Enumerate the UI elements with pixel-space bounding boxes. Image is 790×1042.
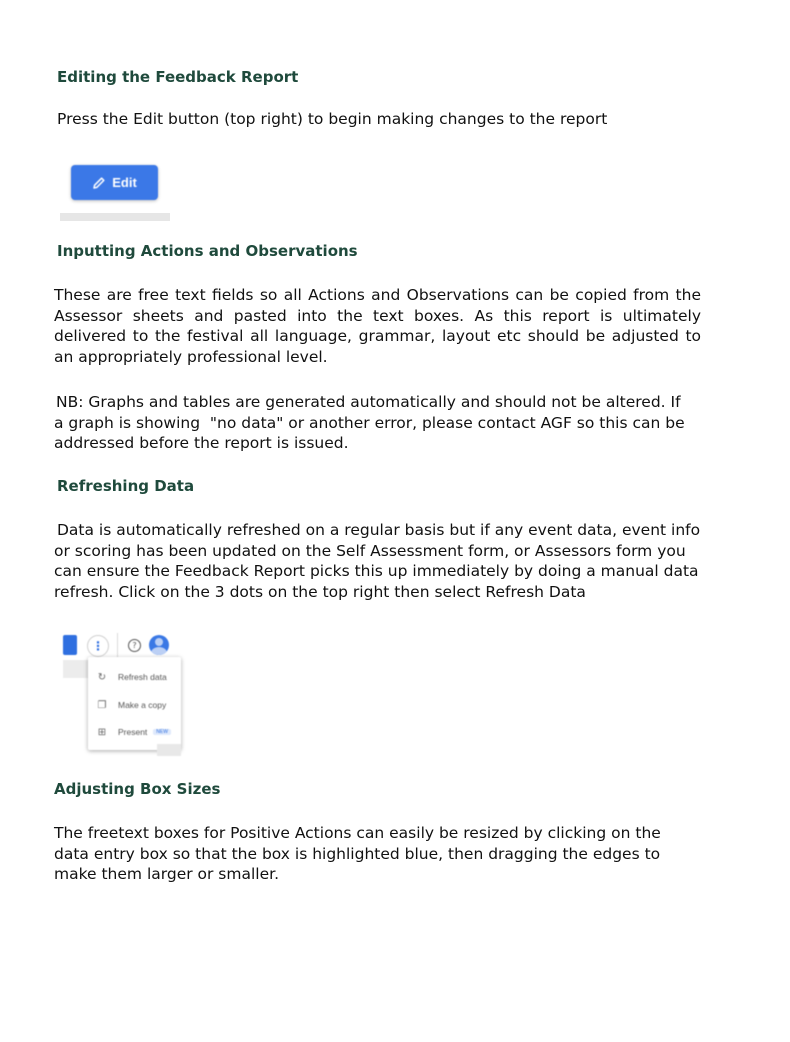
refresh-icon: ↻ [97, 671, 107, 683]
edit-button-screenshot [60, 160, 170, 222]
menu-item-present [88, 722, 181, 742]
edit-button [71, 165, 158, 200]
heading-editing: Editing the Feedback Report [57, 68, 299, 86]
more-vert-icon: ⋮ [87, 635, 109, 657]
adjusting-line: data entry box so that the box is highlighted blue, then dragging the edges to [54, 844, 661, 863]
refreshing-line: refresh. Click on the 3 dots on the top right then select Refresh Data [54, 582, 586, 601]
present-icon: ⊞ [97, 726, 107, 738]
adjusting-line: make them larger or smaller. [54, 865, 280, 883]
toolbar-strip [60, 213, 170, 221]
refreshing-line: or scoring has been updated on the Self Assessment form, or Assessors form you [54, 541, 686, 560]
menu-item-refresh-data [88, 667, 181, 687]
inputting-line: These are free text fields so all Actions and Observations can be copied from the [54, 286, 701, 304]
refreshing-line: Data is automatically refreshed on a regular basis but if any event data, event info [57, 521, 701, 539]
edit-button-label: Edit [112, 175, 137, 190]
heading-refreshing: Refreshing Data [57, 477, 195, 495]
menu-item-label: Present [118, 727, 148, 737]
screenshot-corner [157, 744, 181, 756]
inputting-line: Assessor sheets and pasted into the text boxes. As this report is ultimately [54, 306, 701, 325]
toolbar-strip [63, 660, 88, 678]
heading-adjusting: Adjusting Box Sizes [54, 780, 221, 798]
editing-instruction: Press the Edit button (top right) to begin making changes to the report [57, 110, 608, 128]
copy-icon: ❐ [97, 699, 107, 711]
inputting-line: an appropriately professional level. [54, 347, 328, 366]
refreshing-line: can ensure the Feedback Report picks this up immediately by doing a manual data [54, 562, 699, 580]
inputting-paragraph [54, 285, 701, 367]
adjusting-line: The freetext boxes for Positive Actions can easily be resized by clicking on the [54, 824, 661, 842]
menu-item-make-a-copy [88, 695, 181, 715]
adjusting-paragraph [54, 823, 714, 885]
nb-paragraph [54, 392, 714, 454]
menu-item-label: Make a copy [118, 700, 167, 710]
toolbar-button-fragment [63, 635, 77, 655]
inputting-line: delivered to the festival all language, grammar, layout etc should be adjusted to [54, 327, 701, 345]
pencil-icon [92, 176, 106, 190]
refreshing-paragraph [54, 520, 724, 602]
account-icon [149, 635, 169, 655]
options-dropdown [88, 657, 181, 750]
menu-item-label: Refresh data [118, 672, 167, 682]
refresh-menu-screenshot [63, 630, 185, 756]
heading-inputting: Inputting Actions and Observations [57, 242, 358, 260]
nb-line: NB: Graphs and tables are generated automatically and should not be altered. If [56, 393, 681, 411]
nb-line: addressed before the report is issued. [54, 434, 349, 452]
help-icon: ? [128, 639, 141, 652]
nb-line: a graph is showing "no data" or another error, please contact AGF so this can be [54, 413, 685, 432]
new-badge: NEW [153, 729, 171, 735]
toolbar-separator [117, 633, 118, 657]
